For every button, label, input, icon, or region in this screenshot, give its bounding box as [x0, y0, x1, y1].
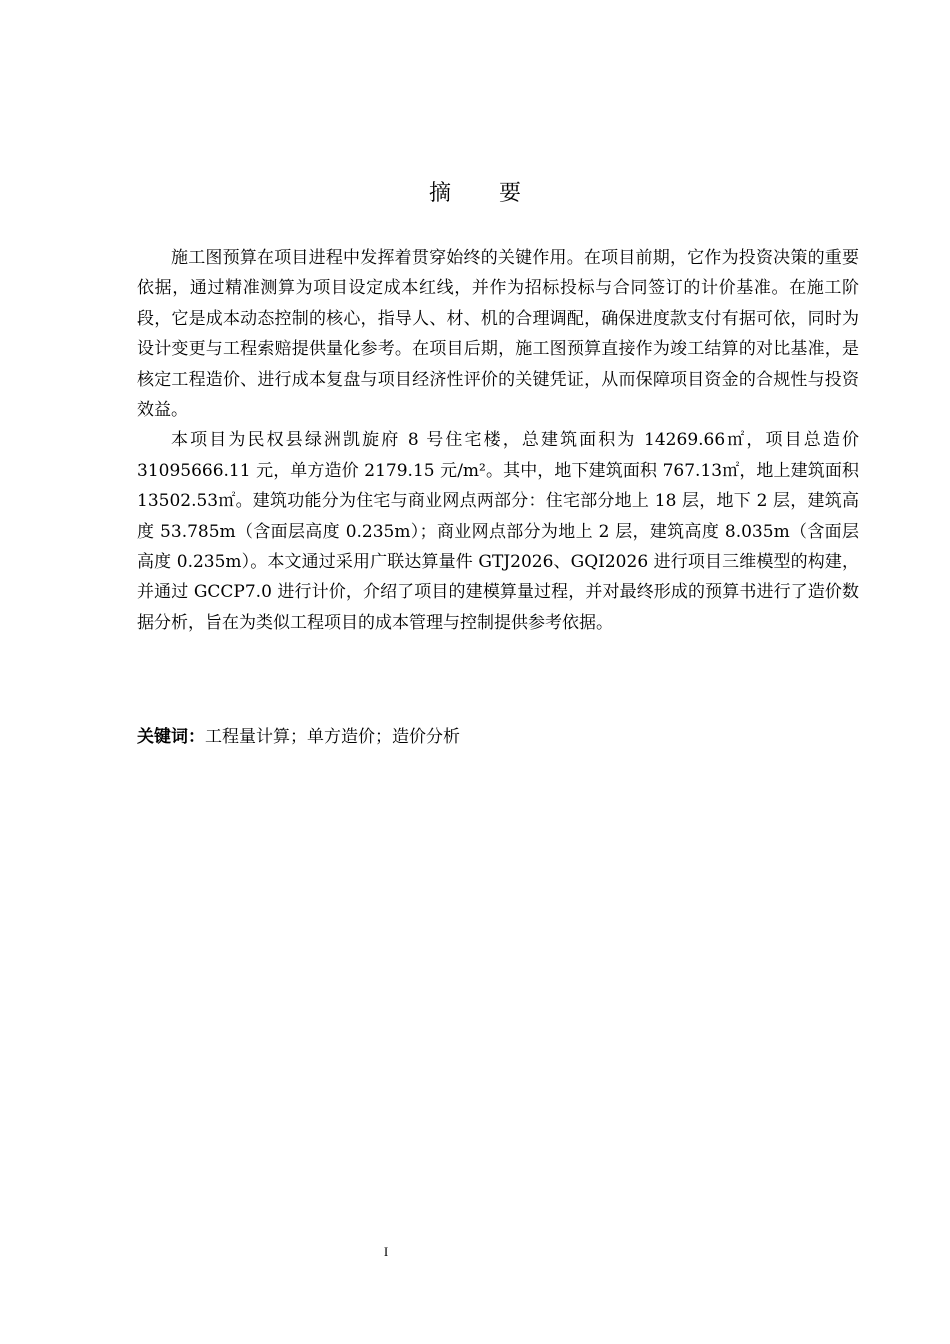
abstract-body [137, 243, 859, 638]
keywords-label: 关键词： [137, 727, 205, 747]
page-title: 摘要 [428, 181, 569, 206]
abstract-paragraph-1: 施工图预算在项目进程中发挥着贯穿始终的关键作用。在项目前期，它作为投资决策的重要依据，通过精准测算为项目设定成本红线，并作为招标投标与合同签订的计价基准。在施工阶段，它是成本动态控制的核心，指导人、材、机的合理调配，确保进度款支付有据可依，同时为设计变更与工程索赔提供量化参考。在项目后期，施工图预算直接作为竣工结算的对比基准，是核定工程造价、进行成本复盘与项目经济性评价的关键凭证，从而保障项目资金的合规性与投资效益。 [137, 248, 859, 421]
page-number: I [383, 1244, 389, 1259]
keywords-line [137, 722, 859, 752]
abstract-paragraph-2: 本项目为民权县绿洲凯旋府 8 号住宅楼，总建筑面积为 14269.66㎡，项目总造价 31095666.11 元，单方造价 2179.15 元/m²。其中，地下建筑面积 767.13㎡，地上建筑面积 13502.53㎡。建筑功能分为住宅与商业网点两部分：住宅部分地上 18 层，地下 2 层，建筑高度 53.785m（含面层高度 0.235m）；商业网点部分为地上 2 层，建筑高度 8.035m（含面层高度 0.235m）。本文通过采用广联达算量件 GTJ2026、GQI2026 进行项目三维模型的构建，并通过 GCCP7.0 进行计价，介绍了项目的建模算量过程，并对最终形成的预算书进行了造价数据分析，旨在为类似工程项目的成本管理与控制提供参考依据。 [137, 430, 859, 633]
keywords-text: 工程量计算；单方造价；造价分析 [205, 727, 460, 747]
